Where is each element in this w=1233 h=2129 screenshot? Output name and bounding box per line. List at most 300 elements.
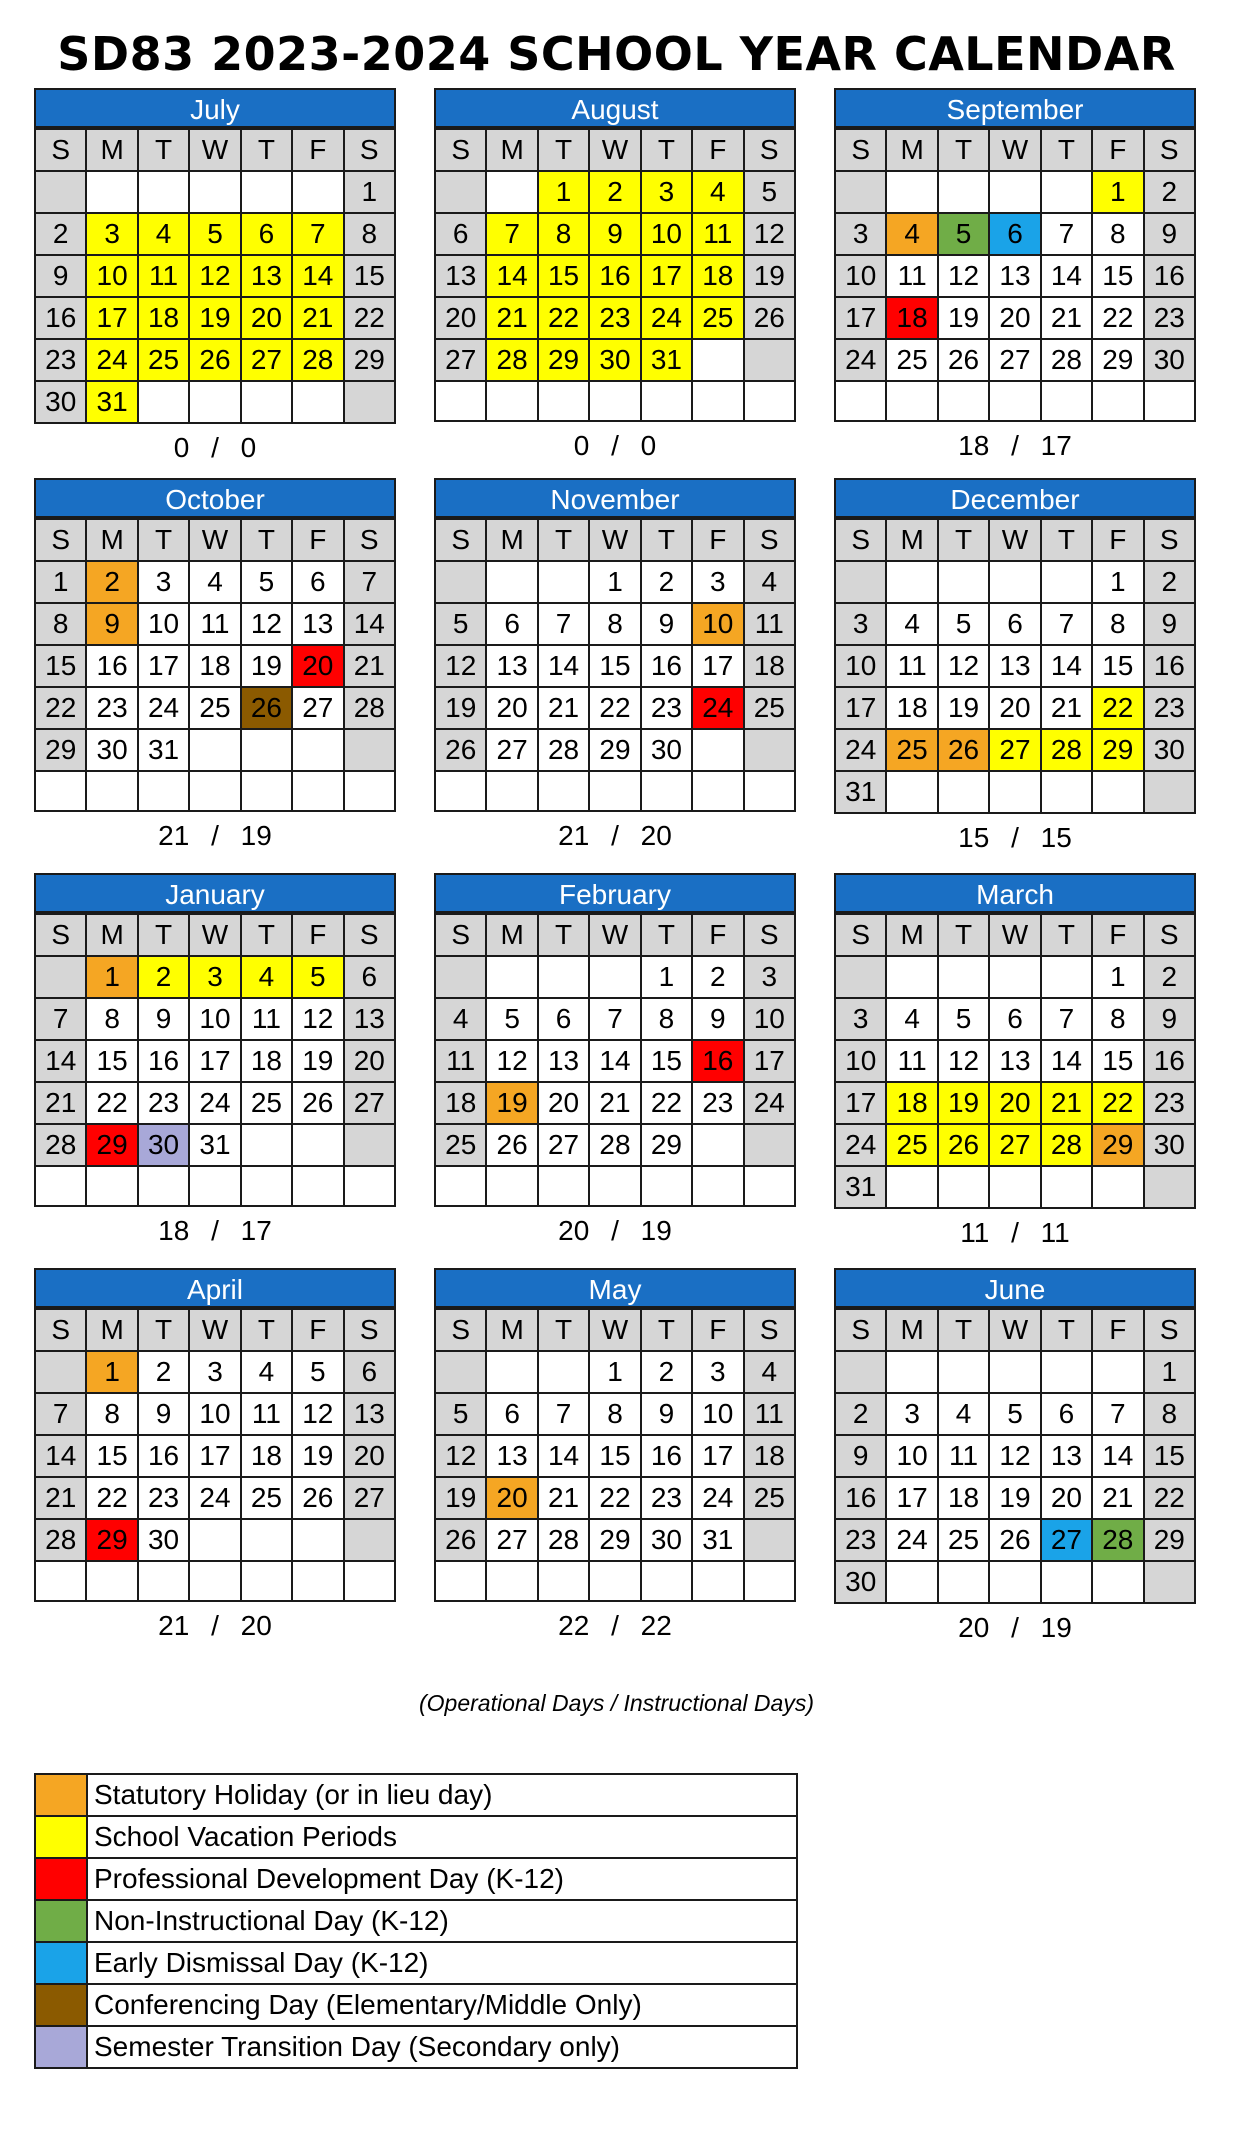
- day-cell: 23: [1144, 687, 1195, 729]
- day-cell: 29: [1092, 729, 1143, 771]
- weekday-header: T: [538, 129, 589, 171]
- empty-cell: [886, 561, 937, 603]
- day-cell: 18: [886, 1082, 937, 1124]
- empty-cell: [435, 1351, 486, 1393]
- weekday-header: S: [1144, 914, 1195, 956]
- month-table: [434, 518, 796, 812]
- weekday-header: S: [744, 914, 795, 956]
- weekday-header: F: [292, 129, 343, 171]
- day-cell: 15: [641, 1040, 692, 1082]
- day-cell: 9: [1144, 603, 1195, 645]
- month-name: June: [834, 1268, 1196, 1308]
- day-cell: 7: [292, 213, 343, 255]
- day-cell: 5: [189, 213, 240, 255]
- day-cell: 13: [989, 255, 1040, 297]
- day-cell: 3: [835, 998, 886, 1040]
- weekday-header: W: [189, 1309, 240, 1351]
- day-cell: 31: [835, 1166, 886, 1208]
- legend-label: Statutory Holiday (or in lieu day): [87, 1774, 797, 1816]
- weekday-header: T: [938, 519, 989, 561]
- empty-cell: [938, 1166, 989, 1208]
- month-totals: 0 / 0: [173, 432, 257, 463]
- day-cell: 21: [1041, 687, 1092, 729]
- empty-cell: [292, 381, 343, 423]
- day-cell: 30: [138, 1124, 189, 1166]
- day-cell: 1: [589, 1351, 640, 1393]
- empty-cell: [138, 381, 189, 423]
- empty-cell: [435, 1166, 486, 1206]
- weekday-header: S: [744, 519, 795, 561]
- day-cell: 20: [344, 1435, 395, 1477]
- day-cell: 14: [1041, 645, 1092, 687]
- day-cell: 24: [86, 339, 137, 381]
- empty-cell: [189, 1166, 240, 1206]
- day-cell: 18: [692, 255, 743, 297]
- day-cell: 20: [989, 687, 1040, 729]
- day-cell: 1: [1144, 1351, 1195, 1393]
- weekday-header: S: [435, 1309, 486, 1351]
- empty-cell: [538, 381, 589, 421]
- day-cell: 1: [589, 561, 640, 603]
- day-cell: 24: [189, 1477, 240, 1519]
- day-cell: 30: [1144, 729, 1195, 771]
- day-cell: 23: [835, 1519, 886, 1561]
- day-cell: 24: [138, 687, 189, 729]
- day-cell: 23: [641, 1477, 692, 1519]
- day-cell: 10: [86, 255, 137, 297]
- day-cell: 26: [989, 1519, 1040, 1561]
- day-cell: 19: [435, 1477, 486, 1519]
- day-cell: 1: [1092, 956, 1143, 998]
- day-cell: 4: [189, 561, 240, 603]
- day-cell: 9: [1144, 998, 1195, 1040]
- weekday-header: T: [1041, 519, 1092, 561]
- empty-cell: [241, 171, 292, 213]
- day-cell: 13: [344, 1393, 395, 1435]
- day-cell: 13: [344, 998, 395, 1040]
- day-cell: 22: [86, 1477, 137, 1519]
- day-cell: 26: [292, 1477, 343, 1519]
- month-name: December: [834, 478, 1196, 518]
- day-cell: 5: [241, 561, 292, 603]
- day-cell: 6: [486, 603, 537, 645]
- day-cell: 16: [35, 297, 86, 339]
- day-cell: 26: [938, 729, 989, 771]
- day-cell: 15: [344, 255, 395, 297]
- day-cell: 10: [189, 1393, 240, 1435]
- day-cell: 14: [589, 1040, 640, 1082]
- day-cell: 24: [835, 729, 886, 771]
- day-cell: 9: [86, 603, 137, 645]
- day-cell: 23: [589, 297, 640, 339]
- day-cell: 3: [641, 171, 692, 213]
- day-cell: 6: [344, 956, 395, 998]
- weekday-header: T: [641, 914, 692, 956]
- day-cell: 29: [589, 1519, 640, 1561]
- day-cell: 10: [692, 1393, 743, 1435]
- month-totals: 15 / 15: [958, 822, 1072, 853]
- day-cell: 30: [1144, 339, 1195, 381]
- day-cell: 13: [989, 645, 1040, 687]
- day-cell: 6: [989, 603, 1040, 645]
- month-name: March: [834, 873, 1196, 913]
- empty-cell: [35, 771, 86, 811]
- empty-cell: [744, 381, 795, 421]
- day-cell: 12: [938, 255, 989, 297]
- day-cell: 29: [641, 1124, 692, 1166]
- empty-cell: [344, 1519, 395, 1561]
- day-cell: 9: [1144, 213, 1195, 255]
- month-totals: 21 / 20: [158, 1610, 272, 1641]
- day-cell: 11: [744, 1393, 795, 1435]
- day-cell: 19: [292, 1040, 343, 1082]
- empty-cell: [486, 381, 537, 421]
- empty-cell: [938, 1561, 989, 1603]
- day-cell: 8: [589, 1393, 640, 1435]
- empty-cell: [344, 1561, 395, 1601]
- day-cell: 9: [35, 255, 86, 297]
- weekday-header: T: [241, 1309, 292, 1351]
- weekday-header: F: [692, 129, 743, 171]
- month-table: [434, 913, 796, 1207]
- day-cell: 29: [1144, 1519, 1195, 1561]
- day-cell: 28: [292, 339, 343, 381]
- day-cell: 26: [938, 1124, 989, 1166]
- day-cell: 6: [538, 998, 589, 1040]
- day-cell: 17: [86, 297, 137, 339]
- day-cell: 4: [744, 1351, 795, 1393]
- day-cell: 31: [138, 729, 189, 771]
- day-cell: 4: [886, 603, 937, 645]
- day-cell: 5: [744, 171, 795, 213]
- weekday-header: F: [692, 1309, 743, 1351]
- day-cell: 18: [435, 1082, 486, 1124]
- weekday-header: W: [589, 914, 640, 956]
- day-cell: 25: [241, 1477, 292, 1519]
- day-cell: 26: [292, 1082, 343, 1124]
- empty-cell: [538, 1561, 589, 1601]
- day-cell: 14: [35, 1435, 86, 1477]
- month-december: [834, 478, 1196, 858]
- day-cell: 28: [35, 1519, 86, 1561]
- month-august: [434, 88, 796, 466]
- empty-cell: [1041, 1166, 1092, 1208]
- day-cell: 7: [344, 561, 395, 603]
- weekday-header: T: [138, 1309, 189, 1351]
- empty-cell: [35, 1166, 86, 1206]
- day-cell: 1: [86, 956, 137, 998]
- day-cell: 11: [886, 255, 937, 297]
- day-cell: 5: [435, 1393, 486, 1435]
- day-cell: 13: [292, 603, 343, 645]
- day-cell: 22: [1092, 1082, 1143, 1124]
- empty-cell: [292, 1561, 343, 1601]
- day-cell: 17: [189, 1435, 240, 1477]
- day-cell: 19: [989, 1477, 1040, 1519]
- empty-cell: [1041, 381, 1092, 421]
- day-cell: 17: [744, 1040, 795, 1082]
- legend-swatch: [35, 1984, 87, 2026]
- weekday-header: T: [538, 519, 589, 561]
- day-cell: 16: [138, 1435, 189, 1477]
- day-cell: 1: [641, 956, 692, 998]
- day-cell: 25: [744, 1477, 795, 1519]
- day-cell: 27: [989, 729, 1040, 771]
- day-cell: 16: [86, 645, 137, 687]
- day-cell: 14: [486, 255, 537, 297]
- day-cell: 25: [938, 1519, 989, 1561]
- day-cell: 20: [292, 645, 343, 687]
- day-cell: 7: [538, 1393, 589, 1435]
- legend-row: [35, 1942, 797, 1984]
- empty-cell: [938, 771, 989, 813]
- empty-cell: [589, 1561, 640, 1601]
- empty-cell: [138, 1561, 189, 1601]
- day-cell: 2: [1144, 171, 1195, 213]
- empty-cell: [641, 771, 692, 811]
- empty-cell: [344, 729, 395, 771]
- day-cell: 21: [1041, 1082, 1092, 1124]
- day-cell: 8: [35, 603, 86, 645]
- day-cell: 19: [938, 687, 989, 729]
- month-totals: 20 / 19: [558, 1215, 672, 1246]
- legend-row: [35, 2026, 797, 2068]
- weekday-header: W: [989, 1309, 1040, 1351]
- month-february: [434, 873, 796, 1251]
- month-january: [34, 873, 396, 1251]
- day-cell: 12: [241, 603, 292, 645]
- empty-cell: [344, 1124, 395, 1166]
- weekday-header: T: [1041, 914, 1092, 956]
- day-cell: 28: [538, 1519, 589, 1561]
- day-cell: 17: [189, 1040, 240, 1082]
- day-cell: 11: [189, 603, 240, 645]
- weekday-header: W: [989, 129, 1040, 171]
- empty-cell: [241, 1519, 292, 1561]
- page-title: SD83 2023-2024 SCHOOL YEAR CALENDAR: [57, 27, 1176, 81]
- day-cell: 27: [241, 339, 292, 381]
- legend-label: Semester Transition Day (Secondary only): [87, 2026, 797, 2068]
- day-cell: 31: [86, 381, 137, 423]
- empty-cell: [241, 1166, 292, 1206]
- day-cell: 3: [189, 956, 240, 998]
- day-cell: 20: [538, 1082, 589, 1124]
- day-cell: 26: [435, 729, 486, 771]
- empty-cell: [886, 1351, 937, 1393]
- empty-cell: [486, 1351, 537, 1393]
- empty-cell: [435, 1561, 486, 1601]
- empty-cell: [835, 1351, 886, 1393]
- empty-cell: [744, 1561, 795, 1601]
- day-cell: 17: [835, 297, 886, 339]
- day-cell: 15: [86, 1040, 137, 1082]
- day-cell: 2: [1144, 561, 1195, 603]
- day-cell: 14: [538, 645, 589, 687]
- day-cell: 16: [1144, 1040, 1195, 1082]
- empty-cell: [538, 1351, 589, 1393]
- empty-cell: [292, 1519, 343, 1561]
- day-cell: 31: [641, 339, 692, 381]
- day-cell: 27: [989, 1124, 1040, 1166]
- month-table: [834, 913, 1196, 1209]
- month-may: [434, 1268, 796, 1646]
- month-july: [34, 88, 396, 468]
- empty-cell: [886, 381, 937, 421]
- day-cell: 8: [86, 998, 137, 1040]
- empty-cell: [292, 1124, 343, 1166]
- day-cell: 21: [344, 645, 395, 687]
- day-cell: 9: [138, 1393, 189, 1435]
- day-cell: 8: [589, 603, 640, 645]
- day-cell: 9: [641, 603, 692, 645]
- day-cell: 22: [1144, 1477, 1195, 1519]
- day-cell: 4: [241, 1351, 292, 1393]
- day-cell: 18: [886, 687, 937, 729]
- empty-cell: [744, 771, 795, 811]
- month-table: [834, 1308, 1196, 1604]
- empty-cell: [189, 729, 240, 771]
- day-cell: 12: [938, 1040, 989, 1082]
- day-cell: 7: [538, 603, 589, 645]
- day-cell: 28: [1041, 339, 1092, 381]
- day-cell: 18: [744, 645, 795, 687]
- empty-cell: [1144, 381, 1195, 421]
- weekday-header: S: [1144, 1309, 1195, 1351]
- day-cell: 6: [989, 998, 1040, 1040]
- empty-cell: [344, 771, 395, 811]
- day-cell: 21: [538, 1477, 589, 1519]
- day-cell: 16: [589, 255, 640, 297]
- day-cell: 2: [692, 956, 743, 998]
- month-totals: 20 / 19: [958, 1612, 1072, 1643]
- empty-cell: [1041, 771, 1092, 813]
- day-cell: 30: [589, 339, 640, 381]
- weekday-header: S: [435, 519, 486, 561]
- day-cell: 8: [1144, 1393, 1195, 1435]
- empty-cell: [989, 381, 1040, 421]
- day-cell: 12: [292, 998, 343, 1040]
- day-cell: 15: [538, 255, 589, 297]
- weekday-header: T: [138, 129, 189, 171]
- day-cell: 23: [86, 687, 137, 729]
- empty-cell: [589, 381, 640, 421]
- day-cell: 17: [641, 255, 692, 297]
- day-cell: 22: [589, 687, 640, 729]
- day-cell: 11: [744, 603, 795, 645]
- day-cell: 3: [744, 956, 795, 998]
- day-cell: 4: [138, 213, 189, 255]
- month-table: [834, 128, 1196, 422]
- empty-cell: [641, 1166, 692, 1206]
- month-june: [834, 1268, 1196, 1648]
- day-cell: 3: [189, 1351, 240, 1393]
- day-cell: 25: [886, 1124, 937, 1166]
- weekday-header: M: [886, 129, 937, 171]
- month-october: [34, 478, 396, 856]
- day-cell: 8: [86, 1393, 137, 1435]
- empty-cell: [938, 171, 989, 213]
- empty-cell: [486, 1166, 537, 1206]
- day-cell: 25: [744, 687, 795, 729]
- day-cell: 26: [241, 687, 292, 729]
- empty-cell: [241, 771, 292, 811]
- day-cell: 11: [886, 1040, 937, 1082]
- day-cell: 24: [189, 1082, 240, 1124]
- empty-cell: [138, 771, 189, 811]
- day-cell: 9: [692, 998, 743, 1040]
- day-cell: 17: [886, 1477, 937, 1519]
- weekday-header: S: [344, 1309, 395, 1351]
- day-cell: 26: [486, 1124, 537, 1166]
- empty-cell: [241, 1561, 292, 1601]
- day-cell: 20: [989, 1082, 1040, 1124]
- day-cell: 16: [641, 645, 692, 687]
- day-cell: 23: [35, 339, 86, 381]
- day-cell: 2: [835, 1393, 886, 1435]
- day-cell: 27: [1041, 1519, 1092, 1561]
- day-cell: 16: [1144, 645, 1195, 687]
- empty-cell: [886, 956, 937, 998]
- day-cell: 5: [292, 956, 343, 998]
- day-cell: 10: [138, 603, 189, 645]
- day-cell: 26: [938, 339, 989, 381]
- legend-row: [35, 1900, 797, 1942]
- empty-cell: [435, 171, 486, 213]
- day-cell: 23: [692, 1082, 743, 1124]
- weekday-header: T: [641, 129, 692, 171]
- day-cell: 1: [86, 1351, 137, 1393]
- day-cell: 12: [486, 1040, 537, 1082]
- day-cell: 10: [641, 213, 692, 255]
- weekday-header: T: [538, 1309, 589, 1351]
- weekday-header: F: [1092, 1309, 1143, 1351]
- empty-cell: [1144, 1561, 1195, 1603]
- day-cell: 23: [1144, 1082, 1195, 1124]
- weekday-header: S: [744, 129, 795, 171]
- day-cell: 14: [1041, 255, 1092, 297]
- empty-cell: [138, 1166, 189, 1206]
- day-cell: 5: [989, 1393, 1040, 1435]
- day-cell: 8: [1092, 603, 1143, 645]
- day-cell: 22: [1092, 687, 1143, 729]
- month-name: January: [34, 873, 396, 913]
- day-cell: 5: [938, 998, 989, 1040]
- day-cell: 31: [835, 771, 886, 813]
- day-cell: 20: [1041, 1477, 1092, 1519]
- day-cell: 11: [886, 645, 937, 687]
- day-cell: 2: [35, 213, 86, 255]
- weekday-header: W: [589, 519, 640, 561]
- day-cell: 24: [744, 1082, 795, 1124]
- weekday-header: M: [86, 519, 137, 561]
- day-cell: 14: [1041, 1040, 1092, 1082]
- empty-cell: [35, 171, 86, 213]
- day-cell: 12: [938, 645, 989, 687]
- weekday-header: S: [344, 519, 395, 561]
- day-cell: 17: [835, 1082, 886, 1124]
- empty-cell: [35, 1351, 86, 1393]
- weekday-header: F: [692, 914, 743, 956]
- empty-cell: [692, 771, 743, 811]
- day-cell: 29: [86, 1124, 137, 1166]
- empty-cell: [241, 381, 292, 423]
- month-name: October: [34, 478, 396, 518]
- day-cell: 12: [744, 213, 795, 255]
- day-cell: 15: [1092, 1040, 1143, 1082]
- weekday-header: T: [1041, 129, 1092, 171]
- day-cell: 12: [435, 1435, 486, 1477]
- day-cell: 24: [835, 339, 886, 381]
